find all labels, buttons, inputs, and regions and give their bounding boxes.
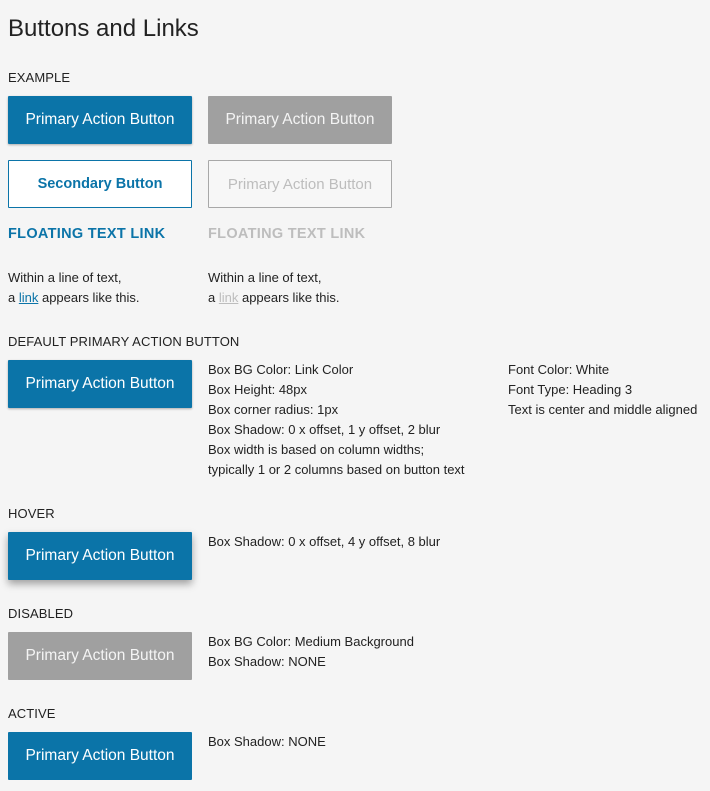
- hover-specs: [208, 532, 440, 552]
- hover-primary-action-button[interactable]: Primary Action Button: [8, 532, 192, 580]
- inline-text-line1: Within a line of text,: [8, 270, 122, 285]
- section-label-example: EXAMPLE: [8, 70, 71, 85]
- spec-line: Font Type: Heading 3: [508, 382, 633, 397]
- default-primary-action-button[interactable]: Primary Action Button: [8, 360, 192, 408]
- spec-line: typically 1 or 2 columns based on button text: [208, 462, 465, 477]
- spec-line: Font Color: White: [508, 362, 610, 377]
- inline-link-disabled[interactable]: link: [218, 290, 239, 305]
- inline-text-prefix: a: [208, 290, 219, 305]
- disabled-specs: [208, 632, 414, 672]
- default-specs-left: [208, 360, 465, 480]
- floating-text-link[interactable]: FLOATING TEXT LINK: [8, 226, 166, 242]
- spec-line: Text is center and middle aligned: [508, 402, 698, 417]
- spec-line: Box corner radius: 1px: [208, 402, 339, 417]
- secondary-button[interactable]: Secondary Button: [8, 160, 192, 208]
- floating-text-link-disabled[interactable]: FLOATING TEXT LINK: [208, 226, 366, 242]
- page-title: Buttons and Links: [8, 15, 199, 42]
- default-specs-right: [508, 360, 697, 420]
- active-specs: [208, 732, 326, 752]
- spec-line: Box BG Color: Medium Background: [208, 634, 414, 649]
- spec-line: Box Shadow: 0 x offset, 4 y offset, 8 blur: [208, 534, 441, 549]
- inline-link-example-disabled: [208, 268, 340, 308]
- inline-link-example: [8, 268, 140, 308]
- spec-line: Box width is based on column widths;: [208, 442, 425, 457]
- spec-line: Box Height: 48px: [208, 382, 308, 397]
- primary-action-button-disabled[interactable]: Primary Action Button: [208, 96, 392, 144]
- secondary-button-disabled[interactable]: Primary Action Button: [208, 160, 392, 208]
- spec-line: Box Shadow: NONE: [208, 734, 326, 749]
- inline-text-line1: Within a line of text,: [208, 270, 322, 285]
- spec-line: Box BG Color: Link Color: [208, 362, 354, 377]
- inline-text-line2: [208, 288, 340, 308]
- spec-line: Box Shadow: 0 x offset, 1 y offset, 2 blur: [208, 422, 441, 437]
- inline-text-line2: [8, 288, 140, 308]
- active-primary-action-button[interactable]: Primary Action Button: [8, 732, 192, 780]
- spec-line: Box Shadow: NONE: [208, 654, 326, 669]
- section-label-hover: HOVER: [8, 506, 55, 521]
- section-label-disabled: DISABLED: [8, 606, 74, 621]
- inline-text-prefix: a: [8, 290, 19, 305]
- inline-text-suffix: appears like this.: [238, 290, 340, 305]
- section-label-default: DEFAULT PRIMARY ACTION BUTTON: [8, 334, 240, 349]
- section-label-active: ACTIVE: [8, 706, 56, 721]
- disabled-primary-action-button[interactable]: Primary Action Button: [8, 632, 192, 680]
- inline-link[interactable]: link: [18, 290, 39, 305]
- inline-text-suffix: appears like this.: [38, 290, 140, 305]
- primary-action-button[interactable]: Primary Action Button: [8, 96, 192, 144]
